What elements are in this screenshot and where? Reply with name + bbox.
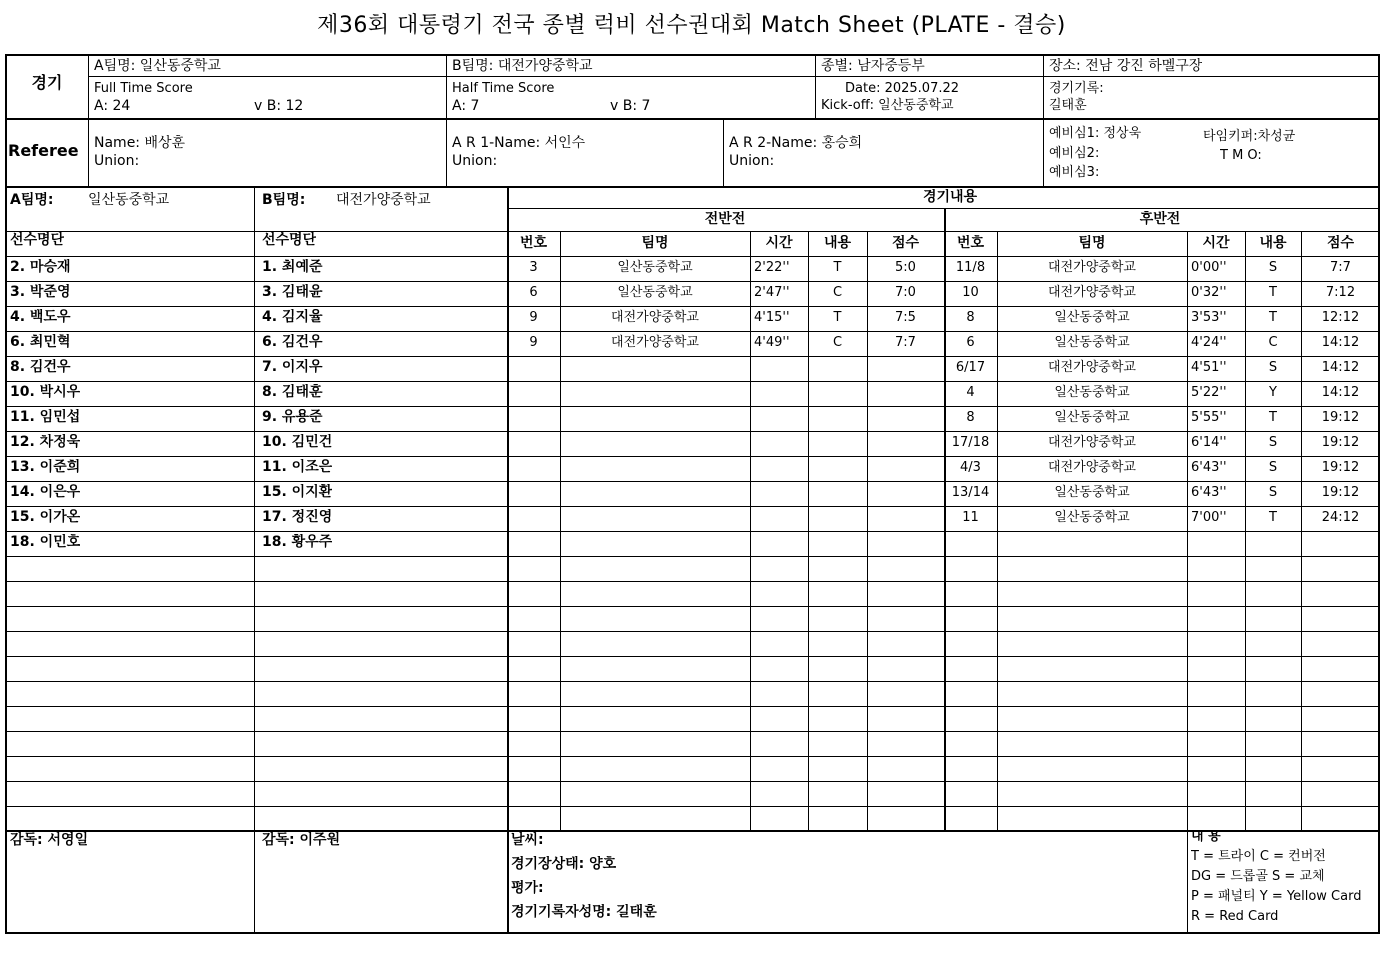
sh-event-7-type: S <box>1268 435 1278 450</box>
sh-event-8-score: 19:12 <box>1321 460 1360 475</box>
full-time-b: v B: 12 <box>254 98 304 114</box>
half-time-b: v B: 7 <box>610 98 651 114</box>
first-half-header: 전반전 <box>704 211 746 227</box>
fh-event-0-team: 일산동중학교 <box>617 260 693 275</box>
fh-event-1-team: 일산동중학교 <box>617 285 693 300</box>
sh-event-0-score: 7:7 <box>1330 260 1351 275</box>
sh-event-5-type: Y <box>1269 385 1277 400</box>
coach-a: 감독: 서영일 <box>10 832 89 848</box>
sh-event-3-team: 일산동중학교 <box>1054 335 1130 350</box>
sh-event-10-team: 일산동중학교 <box>1054 510 1130 525</box>
player-a-9: 14. 이은우 <box>10 484 81 500</box>
full-time-label: Full Time Score <box>94 81 193 96</box>
sh-event-8-time: 6'43'' <box>1191 460 1227 475</box>
legend-title: 내 용 <box>1191 830 1221 844</box>
fh-event-3-score: 7:7 <box>895 335 916 350</box>
sh-event-6-no: 8 <box>966 410 975 425</box>
fh-event-2-no: 9 <box>529 310 538 325</box>
sh-event-3-time: 4'24'' <box>1191 335 1227 350</box>
half-time-a: A: 7 <box>452 98 480 114</box>
sh-event-4-team: 대전가양중학교 <box>1048 360 1136 375</box>
sh-col-team-header: 팀명 <box>1078 235 1106 251</box>
ar2-name: A R 2-Name: 홍승희 <box>729 135 863 151</box>
fh-event-0-score: 5:0 <box>895 260 916 275</box>
sh-event-4-score: 14:12 <box>1321 360 1360 375</box>
evaluation: 평가: <box>511 880 544 896</box>
sh-event-5-team: 일산동중학교 <box>1054 385 1130 400</box>
sh-event-6-time: 5'55'' <box>1191 410 1227 425</box>
sh-event-9-team: 일산동중학교 <box>1054 485 1130 500</box>
sh-event-6-score: 19:12 <box>1321 410 1360 425</box>
fh-event-0-no: 3 <box>529 260 538 275</box>
sh-event-1-time: 0'32'' <box>1191 285 1227 300</box>
sh-event-5-no: 4 <box>966 385 975 400</box>
team-a-label: A팀명: <box>10 192 54 208</box>
sh-event-10-type: T <box>1269 510 1277 525</box>
player-b-4: 7. 이지우 <box>262 359 323 375</box>
player-a-7: 12. 차정욱 <box>10 434 81 450</box>
player-b-0: 1. 최예준 <box>262 259 323 275</box>
kickoff: Kick-off: 일산동중학교 <box>821 98 954 113</box>
player-b-7: 10. 김민건 <box>262 434 333 450</box>
player-a-1: 3. 박준영 <box>10 284 71 300</box>
sh-col-type-header: 내용 <box>1259 235 1287 251</box>
reserve-referee-1: 예비심1: 정상욱 <box>1049 126 1142 141</box>
sh-col-score-header: 점수 <box>1326 235 1355 251</box>
player-a-2: 4. 백도우 <box>10 309 71 325</box>
timekeeper: 타임키퍼:차성균 <box>1203 129 1296 144</box>
sh-event-3-no: 6 <box>966 335 975 350</box>
fh-event-0-time: 2'22'' <box>754 260 790 275</box>
fh-event-2-time: 4'15'' <box>754 310 790 325</box>
player-a-4: 8. 김건우 <box>10 359 71 375</box>
sh-event-6-type: T <box>1269 410 1277 425</box>
player-a-6: 11. 임민섭 <box>10 409 81 425</box>
fh-event-1-score: 7:0 <box>895 285 916 300</box>
referee-label: Referee <box>8 142 79 159</box>
sh-event-5-score: 14:12 <box>1321 385 1360 400</box>
referee-union: Union: <box>94 153 140 169</box>
sh-event-4-type: S <box>1268 360 1278 375</box>
fh-event-2-type: T <box>833 310 842 325</box>
recorder-name: 길태훈 <box>1049 98 1087 113</box>
player-a-11: 18. 이민호 <box>10 534 81 550</box>
ar2-union: Union: <box>729 153 775 169</box>
player-a-5: 10. 박시우 <box>10 384 81 400</box>
sh-event-2-team: 일산동중학교 <box>1054 310 1130 325</box>
match-date: Date: 2025.07.22 <box>845 81 960 96</box>
sh-event-4-time: 4'51'' <box>1191 360 1227 375</box>
weather: 날씨: <box>511 832 544 848</box>
sh-event-3-score: 14:12 <box>1321 335 1360 350</box>
match-label: 경기 <box>31 74 63 91</box>
page-title: 제36회 대통령기 전국 종별 럭비 선수권대회 Match Sheet (PLATE - 결승) <box>317 13 1066 38</box>
team-b-label: B팀명: <box>262 192 306 208</box>
player-b-11: 18. 황우주 <box>262 534 333 550</box>
legend-line-2: DG = 드롭골 S = 교체 <box>1191 869 1325 884</box>
content-header: 경기내용 <box>922 189 978 205</box>
sh-event-2-score: 12:12 <box>1321 310 1360 325</box>
ar1-union: Union: <box>452 153 498 169</box>
sh-event-2-time: 3'53'' <box>1191 310 1227 325</box>
sh-event-0-team: 대전가양중학교 <box>1048 260 1136 275</box>
player-a-10: 15. 이가온 <box>10 509 81 525</box>
sh-event-9-score: 19:12 <box>1321 485 1360 500</box>
second-half-header: 후반전 <box>1139 211 1181 227</box>
sh-event-10-no: 11 <box>962 510 979 525</box>
recorder-label: 경기기록: <box>1049 81 1104 96</box>
fh-event-3-time: 4'49'' <box>754 335 790 350</box>
player-a-8: 13. 이준희 <box>10 459 81 475</box>
sh-event-3-type: C <box>1268 335 1278 350</box>
sh-event-7-score: 19:12 <box>1321 435 1360 450</box>
fh-event-3-no: 9 <box>529 335 538 350</box>
player-b-8: 11. 이조은 <box>262 459 333 475</box>
player-b-1: 3. 김태윤 <box>262 284 323 300</box>
b-team-header: B팀명: 대전가양중학교 <box>452 58 593 74</box>
sh-event-9-time: 6'43'' <box>1191 485 1227 500</box>
fh-col-type-header: 내용 <box>823 235 852 251</box>
reserve-referee-3: 예비심3: <box>1049 165 1100 180</box>
a-team-header: A팀명: 일산동중학교 <box>94 58 221 74</box>
sh-event-8-no: 4/3 <box>960 460 981 475</box>
venue: 장소: 전남 강진 하멜구장 <box>1049 58 1203 74</box>
sh-event-0-time: 0'00'' <box>1191 260 1227 275</box>
sh-event-1-score: 7:12 <box>1325 285 1356 300</box>
legend-line-4: R = Red Card <box>1191 909 1279 924</box>
fh-col-team-header: 팀명 <box>641 235 669 251</box>
sh-event-6-team: 일산동중학교 <box>1054 410 1130 425</box>
player-b-10: 17. 정진영 <box>262 509 333 525</box>
player-b-3: 6. 김건우 <box>262 334 323 350</box>
fh-col-time-header: 시간 <box>765 235 793 251</box>
fh-col-score-header: 점수 <box>891 235 920 251</box>
sh-event-7-team: 대전가양중학교 <box>1048 435 1136 450</box>
player-b-2: 4. 김지율 <box>262 309 323 325</box>
fh-col-no-header: 번호 <box>519 235 548 251</box>
field-condition: 경기장상태: 양호 <box>511 856 617 872</box>
team-b-name: 대전가양중학교 <box>336 192 431 208</box>
roster-a-header: 선수명단 <box>10 232 65 248</box>
coach-b: 감독: 이주원 <box>262 832 341 848</box>
legend-line-3: P = 패널티 Y = Yellow Card <box>1191 889 1362 904</box>
fh-event-2-team: 대전가양중학교 <box>611 310 699 325</box>
sh-col-time-header: 시간 <box>1202 235 1230 251</box>
sh-event-7-no: 17/18 <box>951 435 990 450</box>
player-b-5: 8. 김태훈 <box>262 384 323 400</box>
sh-event-8-team: 대전가양중학교 <box>1048 460 1136 475</box>
fh-event-2-score: 7:5 <box>895 310 916 325</box>
sh-event-7-time: 6'14'' <box>1191 435 1227 450</box>
full-time-a: A: 24 <box>94 98 131 114</box>
sh-event-10-score: 24:12 <box>1321 510 1360 525</box>
sh-event-10-time: 7'00'' <box>1191 510 1227 525</box>
division: 종별: 남자중등부 <box>821 58 925 74</box>
player-b-9: 15. 이지환 <box>262 484 333 500</box>
ar1-name: A R 1-Name: 서인수 <box>452 135 586 151</box>
roster-b-header: 선수명단 <box>262 232 317 248</box>
sh-event-4-no: 6/17 <box>955 360 986 375</box>
sh-col-no-header: 번호 <box>956 235 985 251</box>
sh-event-8-type: S <box>1268 460 1278 475</box>
sh-event-1-team: 대전가양중학교 <box>1048 285 1136 300</box>
fh-event-1-type: C <box>832 285 843 300</box>
sh-event-2-no: 8 <box>966 310 975 325</box>
sh-event-9-no: 13/14 <box>951 485 990 500</box>
fh-event-3-team: 대전가양중학교 <box>611 335 699 350</box>
legend-line-1: T = 트라이 C = 컨버전 <box>1191 849 1326 864</box>
sh-event-5-time: 5'22'' <box>1191 385 1227 400</box>
fh-event-3-type: C <box>832 335 843 350</box>
player-a-0: 2. 마승재 <box>10 259 71 275</box>
sh-event-0-type: S <box>1268 260 1278 275</box>
sh-event-2-type: T <box>1269 310 1277 325</box>
fh-event-0-type: T <box>833 260 842 275</box>
sh-event-1-type: T <box>1269 285 1277 300</box>
sh-event-0-no: 11/8 <box>955 260 986 275</box>
reserve-referee-2: 예비심2: <box>1049 146 1100 161</box>
player-a-3: 6. 최민혁 <box>10 334 71 350</box>
team-a-name: 일산동중학교 <box>88 192 170 208</box>
half-time-label: Half Time Score <box>452 81 555 96</box>
recorder-signature: 경기기록자성명: 길태훈 <box>511 904 657 920</box>
referee-name: Name: 배상훈 <box>94 135 186 151</box>
player-b-6: 9. 유용준 <box>262 409 323 425</box>
fh-event-1-no: 6 <box>529 285 538 300</box>
fh-event-1-time: 2'47'' <box>754 285 790 300</box>
sh-event-1-no: 10 <box>962 285 979 300</box>
sh-event-9-type: S <box>1268 485 1278 500</box>
tmo: T M O: <box>1220 148 1262 163</box>
